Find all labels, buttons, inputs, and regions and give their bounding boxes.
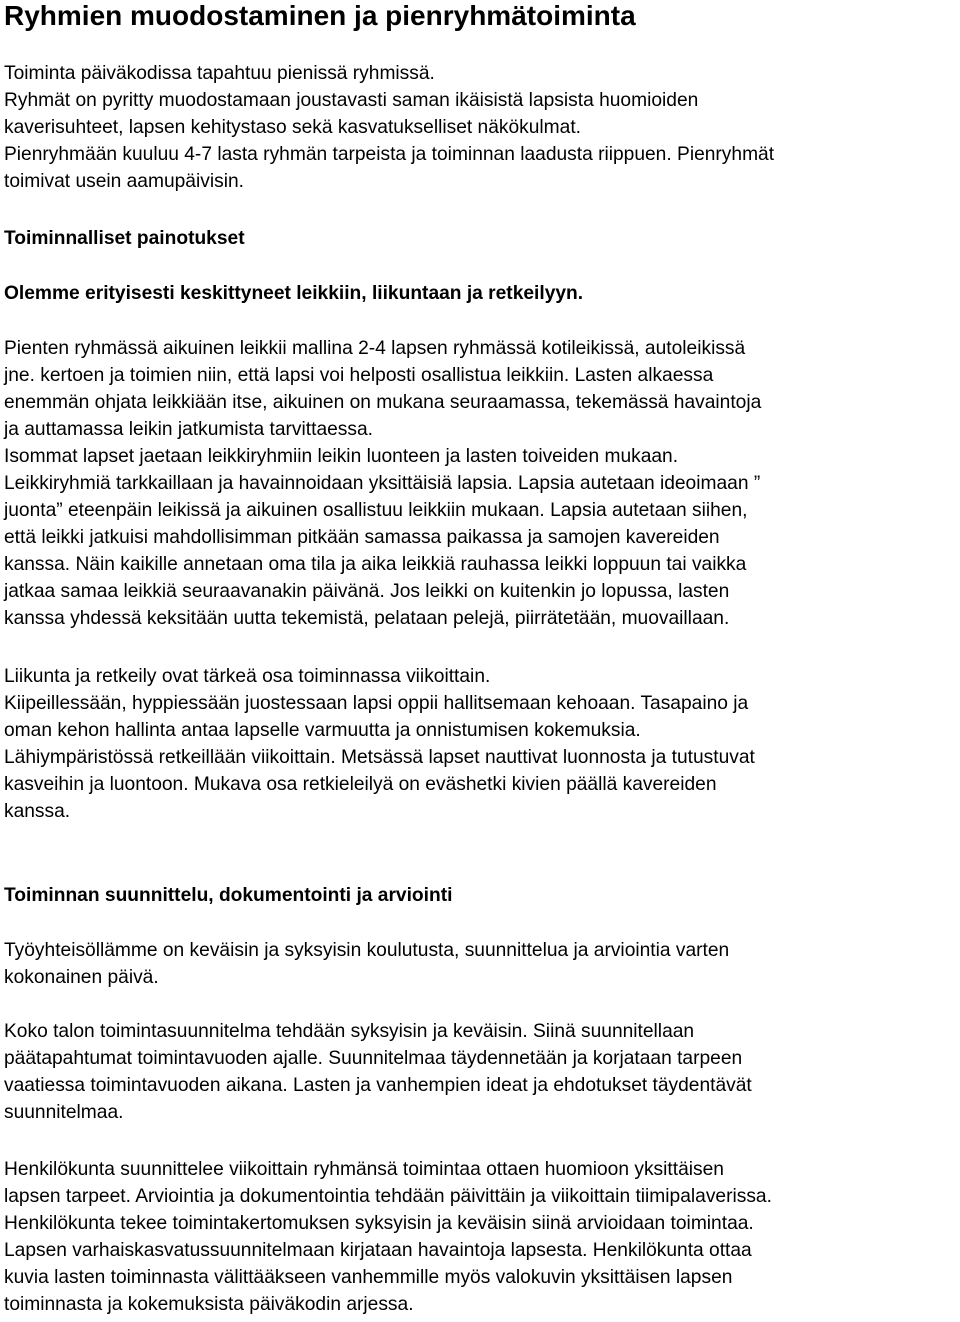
page-title: Ryhmien muodostaminen ja pienryhmätoiminta (4, 0, 636, 31)
play-line: Leikkiryhmiä tarkkaillaan ja havainnoidaan yksittäisiä lapsia. Lapsia autetaan ideoimaan ” (4, 473, 761, 494)
exercise-line: Lähiympäristössä retkeillään viikoittain. Metsässä lapset nauttivat luonnosta ja tutustuvat (4, 747, 755, 768)
intro-line: kaverisuhteet, lapsen kehitystaso sekä kasvatukselliset näkökulmat. (4, 117, 581, 138)
planning-paragraph-3 (4, 1156, 958, 1318)
play-line: kanssa yhdessä keksitään uutta tekemistä, pelataan pelejä, piirrätetään, muovaillaan. (4, 608, 730, 629)
exercise-line: oman kehon hallinta antaa lapselle varmuutta ja onnistumisen kokemuksia. (4, 720, 641, 741)
planning-line: Lapsen varhaiskasvatussuunnitelmaan kirjataan havaintoja lapsesta. Henkilökunta ottaa (4, 1240, 752, 1261)
planning-line: Henkilökunta tekee toimintakertomuksen syksyisin ja keväisin siinä arvioidaan toimintaa. (4, 1213, 754, 1234)
planning-line: Koko talon toimintasuunnitelma tehdään syksyisin ja keväisin. Siinä suunnitellaan (4, 1021, 695, 1042)
intro-paragraph (4, 60, 958, 195)
play-line: että leikki jatkuisi mahdollisimman pitkään samassa paikassa ja samojen kavereiden (4, 527, 720, 548)
section-heading-planning: Toiminnan suunnittelu, dokumentointi ja arviointi (4, 885, 453, 906)
planning-paragraph-1 (4, 937, 958, 991)
intro-line: toimivat usein aamupäivisin. (4, 171, 244, 192)
exercise-line: Liikunta ja retkeily ovat tärkeä osa toiminnassa viikoittain. (4, 666, 491, 687)
play-line: jne. kertoen ja toimien niin, että lapsi voi helposti osallistua leikkiin. Lasten alkaessa (4, 365, 714, 386)
section-heading-painotukset: Toiminnalliset painotukset (4, 228, 245, 249)
play-line: kanssa. Näin kaikille annetaan oma tila ja aika leikkiä rauhassa leikki loppuun tai vaikka (4, 554, 747, 575)
intro-line: Pienryhmään kuuluu 4-7 lasta ryhmän tarpeista ja toiminnan laadusta riippuen. Pienryhmät (4, 144, 775, 165)
play-paragraph (4, 335, 958, 632)
play-line: Isommat lapset jaetaan leikkiryhmiin leikin luonteen ja lasten toiveiden mukaan. (4, 446, 679, 467)
planning-line: suunnitelmaa. (4, 1102, 124, 1123)
play-line: jatkaa samaa leikkiä seuraavanakin päivänä. Jos leikki on kuitenkin jo lopussa, lasten (4, 581, 730, 602)
exercise-line: Kiipeillessään, hyppiessään juostessaan lapsi oppii hallitsemaan kehoaan. Tasapaino ja (4, 693, 749, 714)
play-line: enemmän ohjata leikkiään itse, aikuinen on mukana seuraamassa, tekemässä havaintoja (4, 392, 762, 413)
exercise-line: kasveihin ja luontoon. Mukava osa retkieleilyä on eväshetki kivien päällä kavereiden (4, 774, 717, 795)
focus-subheading: Olemme erityisesti keskittyneet leikkiin, liikuntaan ja retkeilyyn. (4, 283, 584, 304)
intro-line: Toiminta päiväkodissa tapahtuu pienissä ryhmissä. (4, 63, 435, 84)
intro-line: Ryhmät on pyritty muodostamaan joustavasti saman ikäisistä lapsista huomioiden (4, 90, 699, 111)
planning-line: lapsen tarpeet. Arviointia ja dokumentointia tehdään päivittäin ja viikoittain tiimipalaverissa. (4, 1186, 772, 1207)
planning-line: kuvia lasten toiminnasta välittääkseen vanhemmille myös valokuvin yksittäisen lapsen (4, 1267, 733, 1288)
planning-line: Työyhteisöllämme on keväisin ja syksyisin koulutusta, suunnittelua ja arviointia varten (4, 940, 730, 961)
exercise-line: kanssa. (4, 801, 71, 822)
play-line: ja auttamassa leikin jatkumista tarvittaessa. (4, 419, 373, 440)
planning-line: päätapahtumat toimintavuoden ajalle. Suunnitelmaa täydennetään ja korjataan tarpeen (4, 1048, 743, 1069)
planning-paragraph-2 (4, 1018, 958, 1126)
planning-line: kokonainen päivä. (4, 967, 159, 988)
planning-line: vaatiessa toimintavuoden aikana. Lasten ja vanhempien ideat ja ehdotukset täydentävät (4, 1075, 752, 1096)
play-line: juonta” eteenpäin leikissä ja aikuinen osallistuu leikkiin mukaan. Lapsia autetaan siihen, (4, 500, 748, 521)
planning-line: toiminnasta ja kokemuksista päiväkodin arjessa. (4, 1294, 414, 1315)
exercise-paragraph (4, 663, 958, 825)
planning-line: Henkilökunta suunnittelee viikoittain ryhmänsä toimintaa ottaen huomioon yksittäisen (4, 1159, 724, 1180)
play-line: Pienten ryhmässä aikuinen leikkii mallina 2-4 lapsen ryhmässä kotileikissä, autoleikissä (4, 338, 746, 359)
